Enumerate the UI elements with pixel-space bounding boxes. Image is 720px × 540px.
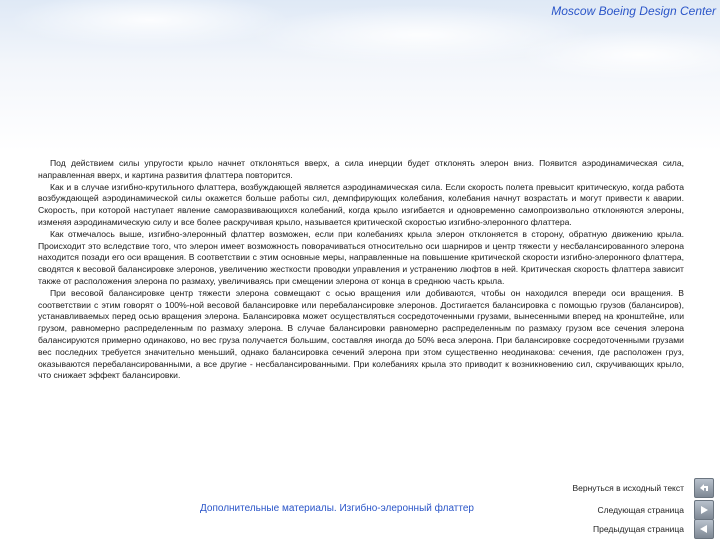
- back-label[interactable]: Вернуться в исходный текст: [572, 483, 684, 493]
- article-body: [38, 158, 684, 382]
- arrow-left-icon[interactable]: [694, 519, 714, 539]
- paragraph: Как отмечалось выше, изгибно-элеронный флаттер возможен, если при колебаниях крыла элерон отклоняется в сторону, обратную движению крыла. Происходит это вследствие того, что элерон имеет возможность поворачиваться относительно оси шарниров и центр тяжести у несбалансированного элерона находится позади его оси вращения. В соответствии с этим основные меры, направленные на повышение критической скорости изгибно-элеронного флаттера, сводятся к весовой балансировке элеронов, увеличению жесткости проводки управления и устранению люфтов в ней. Критическая скорость флаттера зависит также от расположения элерона по размаху, увеличиваясь при смещении элерона от конца в среднюю часть крыла.: [38, 228, 684, 286]
- previous-page[interactable]: [593, 519, 714, 539]
- paragraph: Под действием силы упругости крыло начнет отклоняться вверх, а сила инерции будет отклонять элерон вниз. Появится аэродинамическая сила, направленная вверх, и картина развития флаттера повторится.: [38, 158, 684, 180]
- paragraph: Как и в случае изгибно-крутильного флаттера, возбуждающей является аэродинамическая сила. Если скорость полета превысит критическую, когда работа возбуждающей аэродинамической силы окажется больше работы сил, демпфирующих колебания, колебания начнут возрастать и могут привести к аварии. Скорость, при которой наступает явление саморазвивающихся колебаний, когда крыло изгибается и одновременно самопроизвольно отклоняются элероны, изменяя аэродинамическую силу и все более раскручивая крыло, называется критической скоростью изгибно-элеронного флаттера.: [38, 181, 684, 227]
- prev-label[interactable]: Предыдущая страница: [593, 524, 684, 534]
- arrow-right-icon[interactable]: [694, 500, 714, 520]
- next-page[interactable]: [597, 500, 714, 520]
- paragraph: При весовой балансировке центр тяжести элерона совмещают с осью вращения или добиваются, чтобы он находился впереди оси вращения. В соответствии с этим говорят о 100%-ной весовой балансировке или перебалансировке элеронов. Достигается балансировка с помощью грузов (балансиров), устанавливаемых перед осью вращения элерона. Балансировка может осуществляться сосредоточенными грузами, вынесенными вперед на кронштейне, или грузом, равномерно распределенным по размаху элерона. В случае балансировки равномерно распределенным по размаху грузом все сечения элерона балансируются примерно одинаково, но вес груза получается большим, составляя иногда до 50% веса элерона. При балансировке сосредоточенными грузами вес последних требуется значительно меньший, однако балансировка сечений элерона при этом существенно неодинакова: сечения, где расположен груз, оказываются перебалансированными, а все другие - несбалансированными. При колебаниях крыла это приводит к возникновению сил, скручивающих крыло, что снижает эффект балансировки.: [38, 287, 684, 381]
- back-to-source[interactable]: [572, 478, 714, 498]
- header-title: Moscow Boeing Design Center: [551, 4, 716, 18]
- sky-background: [0, 0, 720, 120]
- return-arrow-icon[interactable]: [694, 478, 714, 498]
- section-title: Дополнительные материалы. Изгибно-элеронный флаттер: [200, 503, 474, 514]
- next-label[interactable]: Следующая страница: [597, 505, 684, 515]
